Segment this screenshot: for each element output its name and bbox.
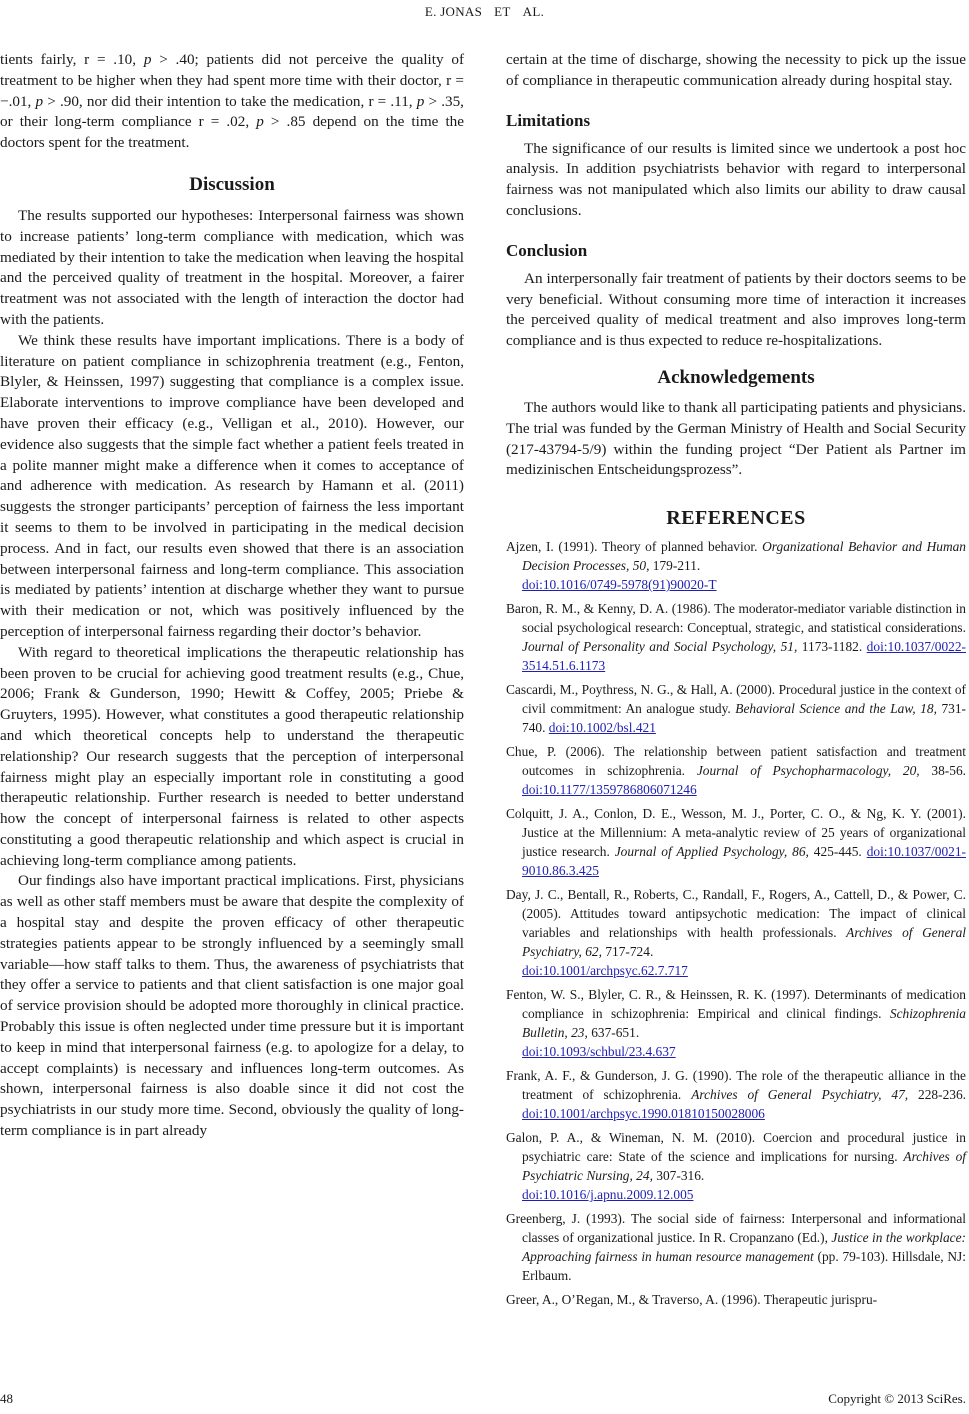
reference-item xyxy=(506,680,966,737)
doi-link[interactable]: doi:10.1016/j.apnu.2009.12.005 xyxy=(522,1187,694,1203)
reference-text: Ajzen, I. (1991). Theory of planned behavior. xyxy=(506,539,763,555)
reference-text: 228-236. xyxy=(908,1087,967,1103)
discussion-continuation-paragraph: certain at the time of discharge, showing the necessity to pick up the issue of compliance in therapeutic communication already during hospital stay. xyxy=(506,51,966,89)
doi-link[interactable]: doi:10.1001/archpsyc.1990.01810150028006 xyxy=(522,1106,765,1122)
reference-item xyxy=(506,885,966,980)
discussion-paragraph-4: Our findings also have important practical implications. First, physicians as well as other staff members must be aware that despite the complexity of a hospital stay and despite the proven efficacy of other therapeutic strategies patients appear to be strongly influenced by a seemingly small variable—how staff talks to them. Thus, the awareness of psychiatrists that they offer a service to patients and that client satisfaction is one major goal of service provision should be adopted more thoroughly in clinical practice. Probably this issue is often neglected under time pressure but it is important to keep in mind that interpersonal fairness (e.g. to apologize for a delay, to accept complaints) is necessary and influences long-term outcomes. As shown, interpersonal fairness is also doable since it did not cost the psychiatrists in our study more time. Second, obviously the quality of long-term compliance is in part already xyxy=(0,872,464,1140)
reference-item xyxy=(506,537,966,594)
doi-link[interactable]: doi:10.1001/archpsyc.62.7.717 xyxy=(522,963,688,979)
conclusion-heading: Conclusion xyxy=(506,240,588,260)
reference-text: 1173-1182. xyxy=(797,639,867,655)
acknowledgements-heading: Acknowledgements xyxy=(657,366,815,388)
reference-journal: Archives of General Psychiatry, 47, xyxy=(691,1087,909,1103)
reference-item xyxy=(506,1290,966,1309)
doi-link[interactable]: doi:10.1037/0021-9010.86.3.425 xyxy=(522,844,966,879)
stat-symbol: p xyxy=(416,92,425,110)
reference-text: Fenton, W. S., Blyler, C. R., & Heinssen, R. K. (1997). Determinants of medication compliance in schizophrenia: Empirical and clinical findings. xyxy=(506,987,966,1022)
text-segment: > .35, or their long-term compliance r = .02, xyxy=(0,92,464,131)
reference-text: 637-651. xyxy=(587,1025,640,1041)
running-head-al: AL. xyxy=(522,4,545,19)
doi-link[interactable]: doi:10.1002/bsl.421 xyxy=(548,720,656,736)
results-continuation-paragraph xyxy=(0,50,464,154)
reference-text: 179-211. xyxy=(649,558,701,574)
running-head xyxy=(0,4,969,20)
text-segment: tients fairly, r = .10, xyxy=(0,51,144,68)
copyright-notice: Copyright © 2013 SciRes. xyxy=(828,1391,966,1406)
reference-text: 425-445. xyxy=(808,844,867,860)
reference-item xyxy=(506,804,966,880)
reference-item xyxy=(506,1066,966,1123)
discussion-heading: Discussion xyxy=(189,173,275,195)
reference-text: (pp. 79-103). Hillsdale, NJ: Erlbaum. xyxy=(522,1249,966,1284)
reference-item xyxy=(506,599,966,675)
text-segment: > .85 depend on the time the doctors spent for the treatment. xyxy=(0,113,465,152)
reference-item xyxy=(506,1128,966,1204)
reference-text: Greer, A., O’Regan, M., & Traverso, A. (1996). Therapeutic jurispru- xyxy=(506,1292,878,1308)
reference-item xyxy=(506,985,966,1061)
stat-symbol: p xyxy=(35,92,44,110)
reference-text: Cascardi, M., Poythress, N. G., & Hall, A. (2000). Procedural justice in the context of civil commitment: An analogue study. xyxy=(506,682,966,717)
doi-link[interactable]: doi:10.1177/1359786806071246 xyxy=(522,782,697,798)
reference-text: Greenberg, J. (1993). The social side of fairness: Interpersonal and informational classes of organizational justice. In R. Cropanzano (Ed.), xyxy=(506,1211,966,1246)
limitations-paragraph: The significance of our results is limited since we undertook a post hoc analysis. In addition psychiatrists behavior with regard to interpersonal fairness was not manipulated which also limits our ability to draw causal conclusions. xyxy=(506,139,966,219)
doi-link[interactable]: doi:10.1016/0749-5978(91)90020-T xyxy=(522,577,717,593)
reference-journal: Archives of General Psychiatry, 62, xyxy=(522,925,966,960)
conclusion-paragraph: An interpersonally fair treatment of patients by their doctors seems to be very beneficial. Without consuming more time of interaction it increases the perceived quality of medical treatment and also improves long-term compliance and is thus expected to reduce re-hospitalizations. xyxy=(506,269,966,350)
stat-symbol: p xyxy=(256,113,264,131)
reference-text: Baron, R. M., & Kenny, D. A. (1986). The moderator-mediator variable distinction in social psychological research: Conceptual, strategic, and statistical considerations. xyxy=(506,601,966,636)
reference-text: 307-316. xyxy=(652,1168,705,1184)
reference-journal: Schizophrenia Bulletin, 23, xyxy=(522,1006,966,1041)
references-list xyxy=(506,537,966,1309)
reference-text: 731-740. xyxy=(522,701,966,736)
reference-journal: Journal of Personality and Social Psychology, 51, xyxy=(522,639,798,655)
reference-journal: Journal of Psychopharmacology, 20, xyxy=(696,763,920,779)
references-heading: REFERENCES xyxy=(666,507,806,530)
discussion-paragraph-1: The results supported our hypotheses: Interpersonal fairness was shown to increase patients’ long-term compliance with medication, which was mediated by their intention to take the medication when leaving the hospital and the perceived quality of treatment in the hospital. Moreover, a fairer treatment was not associated with the length of interaction the doctor had with the patients. xyxy=(0,206,464,328)
reference-journal: Journal of Applied Psychology, 86, xyxy=(614,844,809,860)
reference-item xyxy=(506,1209,966,1285)
reference-text: Galon, P. A., & Wineman, N. M. (2010). Coercion and procedural justice in psychiatric care: State of the science and implications for nursing. xyxy=(506,1130,966,1165)
reference-text: Frank, A. F., & Gunderson, J. G. (1990). The role of the therapeutic alliance in the treatment of schizophrenia. xyxy=(506,1068,966,1103)
reference-text: Colquitt, J. A., Conlon, D. E., Wesson, M. J., Porter, C. O., & Ng, K. Y. (2001). Justice at the Millennium: A meta-analytic review of 25 years of organizational justice research. xyxy=(506,806,966,860)
doi-link[interactable]: doi:10.1093/schbul/23.4.637 xyxy=(522,1044,676,1060)
text-segment: > .90, nor did their intention to take the medication, r = .11, xyxy=(43,92,417,110)
acknowledgements-paragraph: The authors would like to thank all participating patients and physicians. The trial was funded by the German Ministry of Health and Social Security (217-43794-5/9) within the funding project “Der Patient als Partner im medizinischen Entscheidungsprozess”. xyxy=(506,398,966,479)
page-number: 48 xyxy=(0,1391,13,1406)
reference-journal: Organizational Behavior and Human Decision Processes, 50, xyxy=(522,539,966,574)
discussion-paragraph-3: With regard to theoretical implications the therapeutic relationship has been proven to be crucial for achieving good treatment results (e.g., Chue, 2006; Frank & Gunderson, 1990; Hewitt & Coffey, 2005; Priebe & Gruyters, 1995). However, what constitutes a good therapeutic relationship and which theoretical concepts help to understand the therapeutic relationship? Our research suggests that the perception of interpersonal fairness might play an especially important role in constituting a good therapeutic relationship. Further research is needed to better understand how the concept of interpersonal fairness is related to other aspects constituting a good therapeutic relationship and which aspect is crucial in achieving long-term compliance among patients. xyxy=(0,643,464,869)
right-column xyxy=(506,50,966,1314)
left-column xyxy=(0,50,464,1142)
stat-symbol: p xyxy=(143,51,152,68)
reference-text: Day, J. C., Bentall, R., Roberts, C., Randall, F., Rogers, A., Cattell, D., & Power, C. (2005). Attitudes toward antipsychotic medication: The impact of clinical variables and relationships with health professionals. xyxy=(506,887,966,941)
reference-journal: Archives of Psychiatric Nursing, 24, xyxy=(522,1149,967,1184)
text-segment: > .40; patients did not perceive the quality of treatment to be higher when they had spent more time with their doctor, r = −.01, xyxy=(0,51,465,110)
reference-journal: Behavioral Science and the Law, 18, xyxy=(735,701,937,717)
reference-item xyxy=(506,742,966,799)
running-head-et: ET xyxy=(494,4,511,19)
limitations-heading: Limitations xyxy=(506,110,591,130)
reference-text: Chue, P. (2006). The relationship between patient satisfaction and treatment outcomes in schizophrenia. xyxy=(506,744,966,779)
reference-journal: Justice in the workplace: Approaching fairness in human resource management xyxy=(522,1230,966,1265)
reference-text: 38-56. xyxy=(919,763,966,779)
doi-link[interactable]: doi:10.1037/0022-3514.51.6.1173 xyxy=(522,639,966,674)
discussion-paragraph-2: We think these results have important implications. There is a body of literature on patient compliance in schizophrenia treatment (e.g., Fenton, Blyler, & Heinssen, 1997) suggesting that compliance is a complex issue. Elaborate interventions to improve compliance have been developed and have proven their efficacy (e.g., Velligan et al., 2010). However, our evidence also suggests that the simple fact whether a patient feels treated in a polite manner might make a difference when it comes to acceptance of and adherence with medication. As research by Hamann et al. (2011) suggests the stronger participants’ perception of fairness the less important it seems to them to be involved in participating in the medical decision process. And in fact, our results even showed that there is an association between interpersonal fairness and long-term compliance. This association is mediated by patients’ intention at discharge whether they want to pursue with their medication or not, which was positively influenced by the perception of interpersonal fairness regarding their doctor’s behavior. xyxy=(0,331,464,640)
running-head-author: E. JONAS xyxy=(424,4,483,19)
reference-text: 717-724. xyxy=(601,944,654,960)
